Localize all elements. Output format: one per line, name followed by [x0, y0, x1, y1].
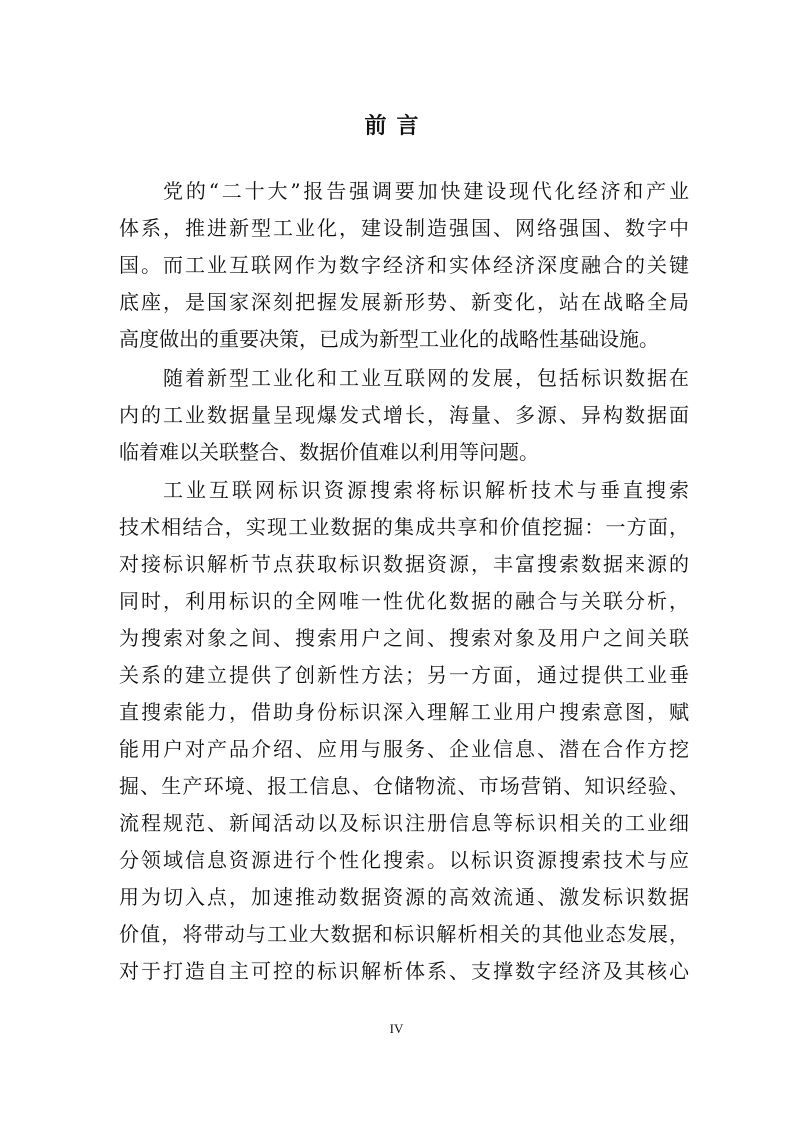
paragraph-line: 价值，将带动与工业大数据和标识解析相关的其他业态发展，: [119, 922, 689, 946]
paragraph-line: 国。而工业互联网作为数字经济和实体经济深度融合的关键: [119, 253, 689, 277]
page-number: IV: [389, 1021, 404, 1036]
paragraph-line: 直搜索能力，借助身份标识深入理解工业用户搜索意图，赋: [119, 700, 689, 724]
paragraph-line: 掘、生产环境、报工信息、仓储物流、市场营销、知识经验、: [119, 774, 689, 798]
paragraph-line: 能用户对产品介绍、应用与服务、企业信息、潜在合作方挖: [119, 737, 689, 761]
paragraph-line: 技术相结合，实现工业数据的集成共享和价值挖掘：一方面，: [119, 515, 689, 539]
page-title: 前言: [364, 114, 429, 139]
paragraph-line: 党的“二十大”报告强调要加快建设现代化经济和产业: [163, 179, 689, 203]
paragraph-line: 随着新型工业化和工业互联网的发展，包括标识数据在: [163, 366, 689, 390]
paragraph-line: 关系的建立提供了创新性方法；另一方面，通过提供工业垂: [119, 663, 689, 687]
paragraph-line: 高度做出的重要决策，已成为新型工业化的战略性基础设施。: [119, 327, 659, 351]
paragraph-line: 流程规范、新闻活动以及标识注册信息等标识相关的工业细: [119, 811, 689, 835]
paragraph-line: 分领域信息资源进行个性化搜索。以标识资源搜索技术与应: [119, 848, 689, 872]
paragraph-line: 临着难以关联整合、数据价值难以利用等问题。: [119, 440, 539, 464]
paragraph-line: 内的工业数据量呈现爆发式增长，海量、多源、异构数据面: [119, 403, 689, 427]
paragraph-line: 为搜索对象之间、搜索用户之间、搜索对象及用户之间关联: [119, 626, 689, 650]
paragraph-line: 用为切入点，加速推动数据资源的高效流通、激发标识数据: [119, 885, 689, 909]
paragraph-line: 同时，利用标识的全网唯一性优化数据的融合与关联分析，: [119, 589, 689, 613]
paragraph-line: 对接标识解析节点获取标识数据资源，丰富搜索数据来源的: [119, 552, 689, 576]
paragraph-line: 底座，是国家深刻把握发展新形势、新变化，站在战略全局: [119, 290, 689, 314]
paragraph-line: 体系，推进新型工业化，建设制造强国、网络强国、数字中: [119, 216, 689, 240]
paragraph-line: 工业互联网标识资源搜索将标识解析技术与垂直搜索: [163, 478, 689, 502]
paragraph-line: 对于打造自主可控的标识解析体系、支撑数字经济及其核心: [119, 959, 689, 983]
